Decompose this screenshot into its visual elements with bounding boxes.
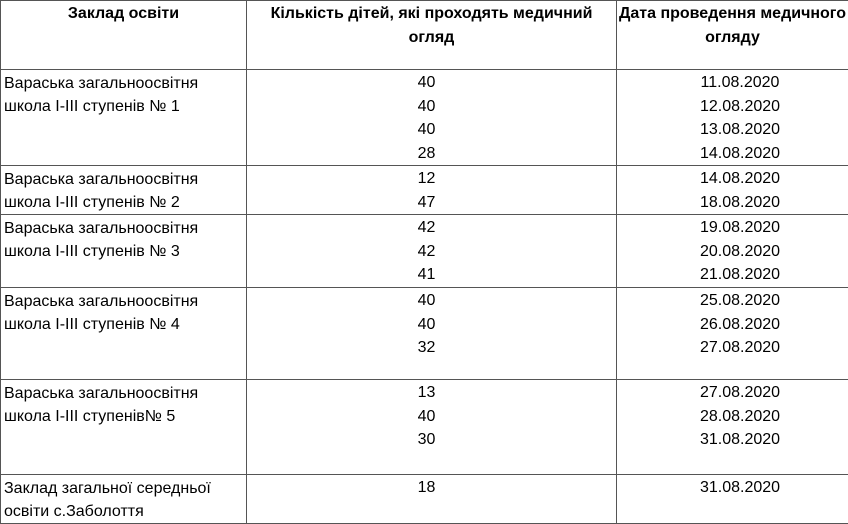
date-value: 14.08.2020 (617, 167, 848, 191)
date-value: 18.08.2020 (617, 191, 848, 215)
date-value: 11.08.2020 (617, 71, 848, 95)
date-value: 27.08.2020 (617, 381, 848, 405)
date-value: 25.08.2020 (617, 289, 848, 313)
count-value: 40 (247, 313, 616, 337)
date-value: 21.08.2020 (617, 263, 848, 287)
header-date: Дата проведення медичного огляду (617, 1, 848, 70)
school-line: школа І-ІІІ ступенів № 2 (4, 191, 244, 214)
school-cell (1, 70, 247, 166)
date-cell (617, 380, 848, 475)
date-value: 13.08.2020 (617, 118, 848, 142)
count-value: 40 (247, 118, 616, 142)
count-cell (247, 166, 617, 215)
school-line: школа І-ІІІ ступенів № 1 (4, 95, 244, 118)
school-line: школа І-ІІІ ступенів№ 5 (4, 405, 244, 428)
date-cell (617, 288, 848, 380)
school-line: школа І-ІІІ ступенів № 3 (4, 240, 244, 263)
count-cell (247, 475, 617, 524)
count-cell (247, 215, 617, 288)
count-value: 13 (247, 381, 616, 405)
school-cell (1, 215, 247, 288)
date-cell (617, 70, 848, 166)
count-cell (247, 380, 617, 475)
date-value: 19.08.2020 (617, 216, 848, 240)
school-line: Вараська загальноосвітня (4, 382, 244, 405)
count-value: 12 (247, 167, 616, 191)
count-cell (247, 288, 617, 380)
count-value: 18 (247, 476, 616, 500)
count-value: 42 (247, 216, 616, 240)
school-line: Вараська загальноосвітня (4, 72, 244, 95)
count-cell (247, 70, 617, 166)
date-cell (617, 166, 848, 215)
date-value: 26.08.2020 (617, 313, 848, 337)
count-value: 40 (247, 95, 616, 119)
table-row (1, 380, 848, 475)
date-value: 20.08.2020 (617, 240, 848, 264)
date-value: 12.08.2020 (617, 95, 848, 119)
header-row (1, 1, 848, 70)
date-value: 31.08.2020 (617, 476, 848, 500)
count-value: 40 (247, 289, 616, 313)
table-row (1, 215, 848, 288)
table-row (1, 166, 848, 215)
count-value: 47 (247, 191, 616, 215)
count-value: 40 (247, 71, 616, 95)
count-value: 42 (247, 240, 616, 264)
date-value: 28.08.2020 (617, 405, 848, 429)
school-cell (1, 475, 247, 524)
count-value: 41 (247, 263, 616, 287)
school-line: Вараська загальноосвітня (4, 168, 244, 191)
count-value: 30 (247, 428, 616, 452)
table-row (1, 288, 848, 380)
school-line: Вараська загальноосвітня (4, 217, 244, 240)
count-value: 28 (247, 142, 616, 166)
table-row (1, 70, 848, 166)
school-line: школа І-ІІІ ступенів № 4 (4, 313, 244, 336)
date-value: 27.08.2020 (617, 336, 848, 360)
school-cell (1, 166, 247, 215)
school-cell (1, 380, 247, 475)
header-school: Заклад освіти (1, 1, 247, 70)
date-cell (617, 475, 848, 524)
count-value: 40 (247, 405, 616, 429)
date-value: 14.08.2020 (617, 142, 848, 166)
table-row (1, 475, 848, 524)
school-line: Вараська загальноосвітня (4, 290, 244, 313)
count-value: 32 (247, 336, 616, 360)
date-value: 31.08.2020 (617, 428, 848, 452)
school-line: освіти с.Заболоття (4, 500, 244, 523)
date-cell (617, 215, 848, 288)
school-cell (1, 288, 247, 380)
school-line: Заклад загальної середньої (4, 477, 244, 500)
header-count: Кількість дітей, які проходять медичний огляд (247, 1, 617, 70)
